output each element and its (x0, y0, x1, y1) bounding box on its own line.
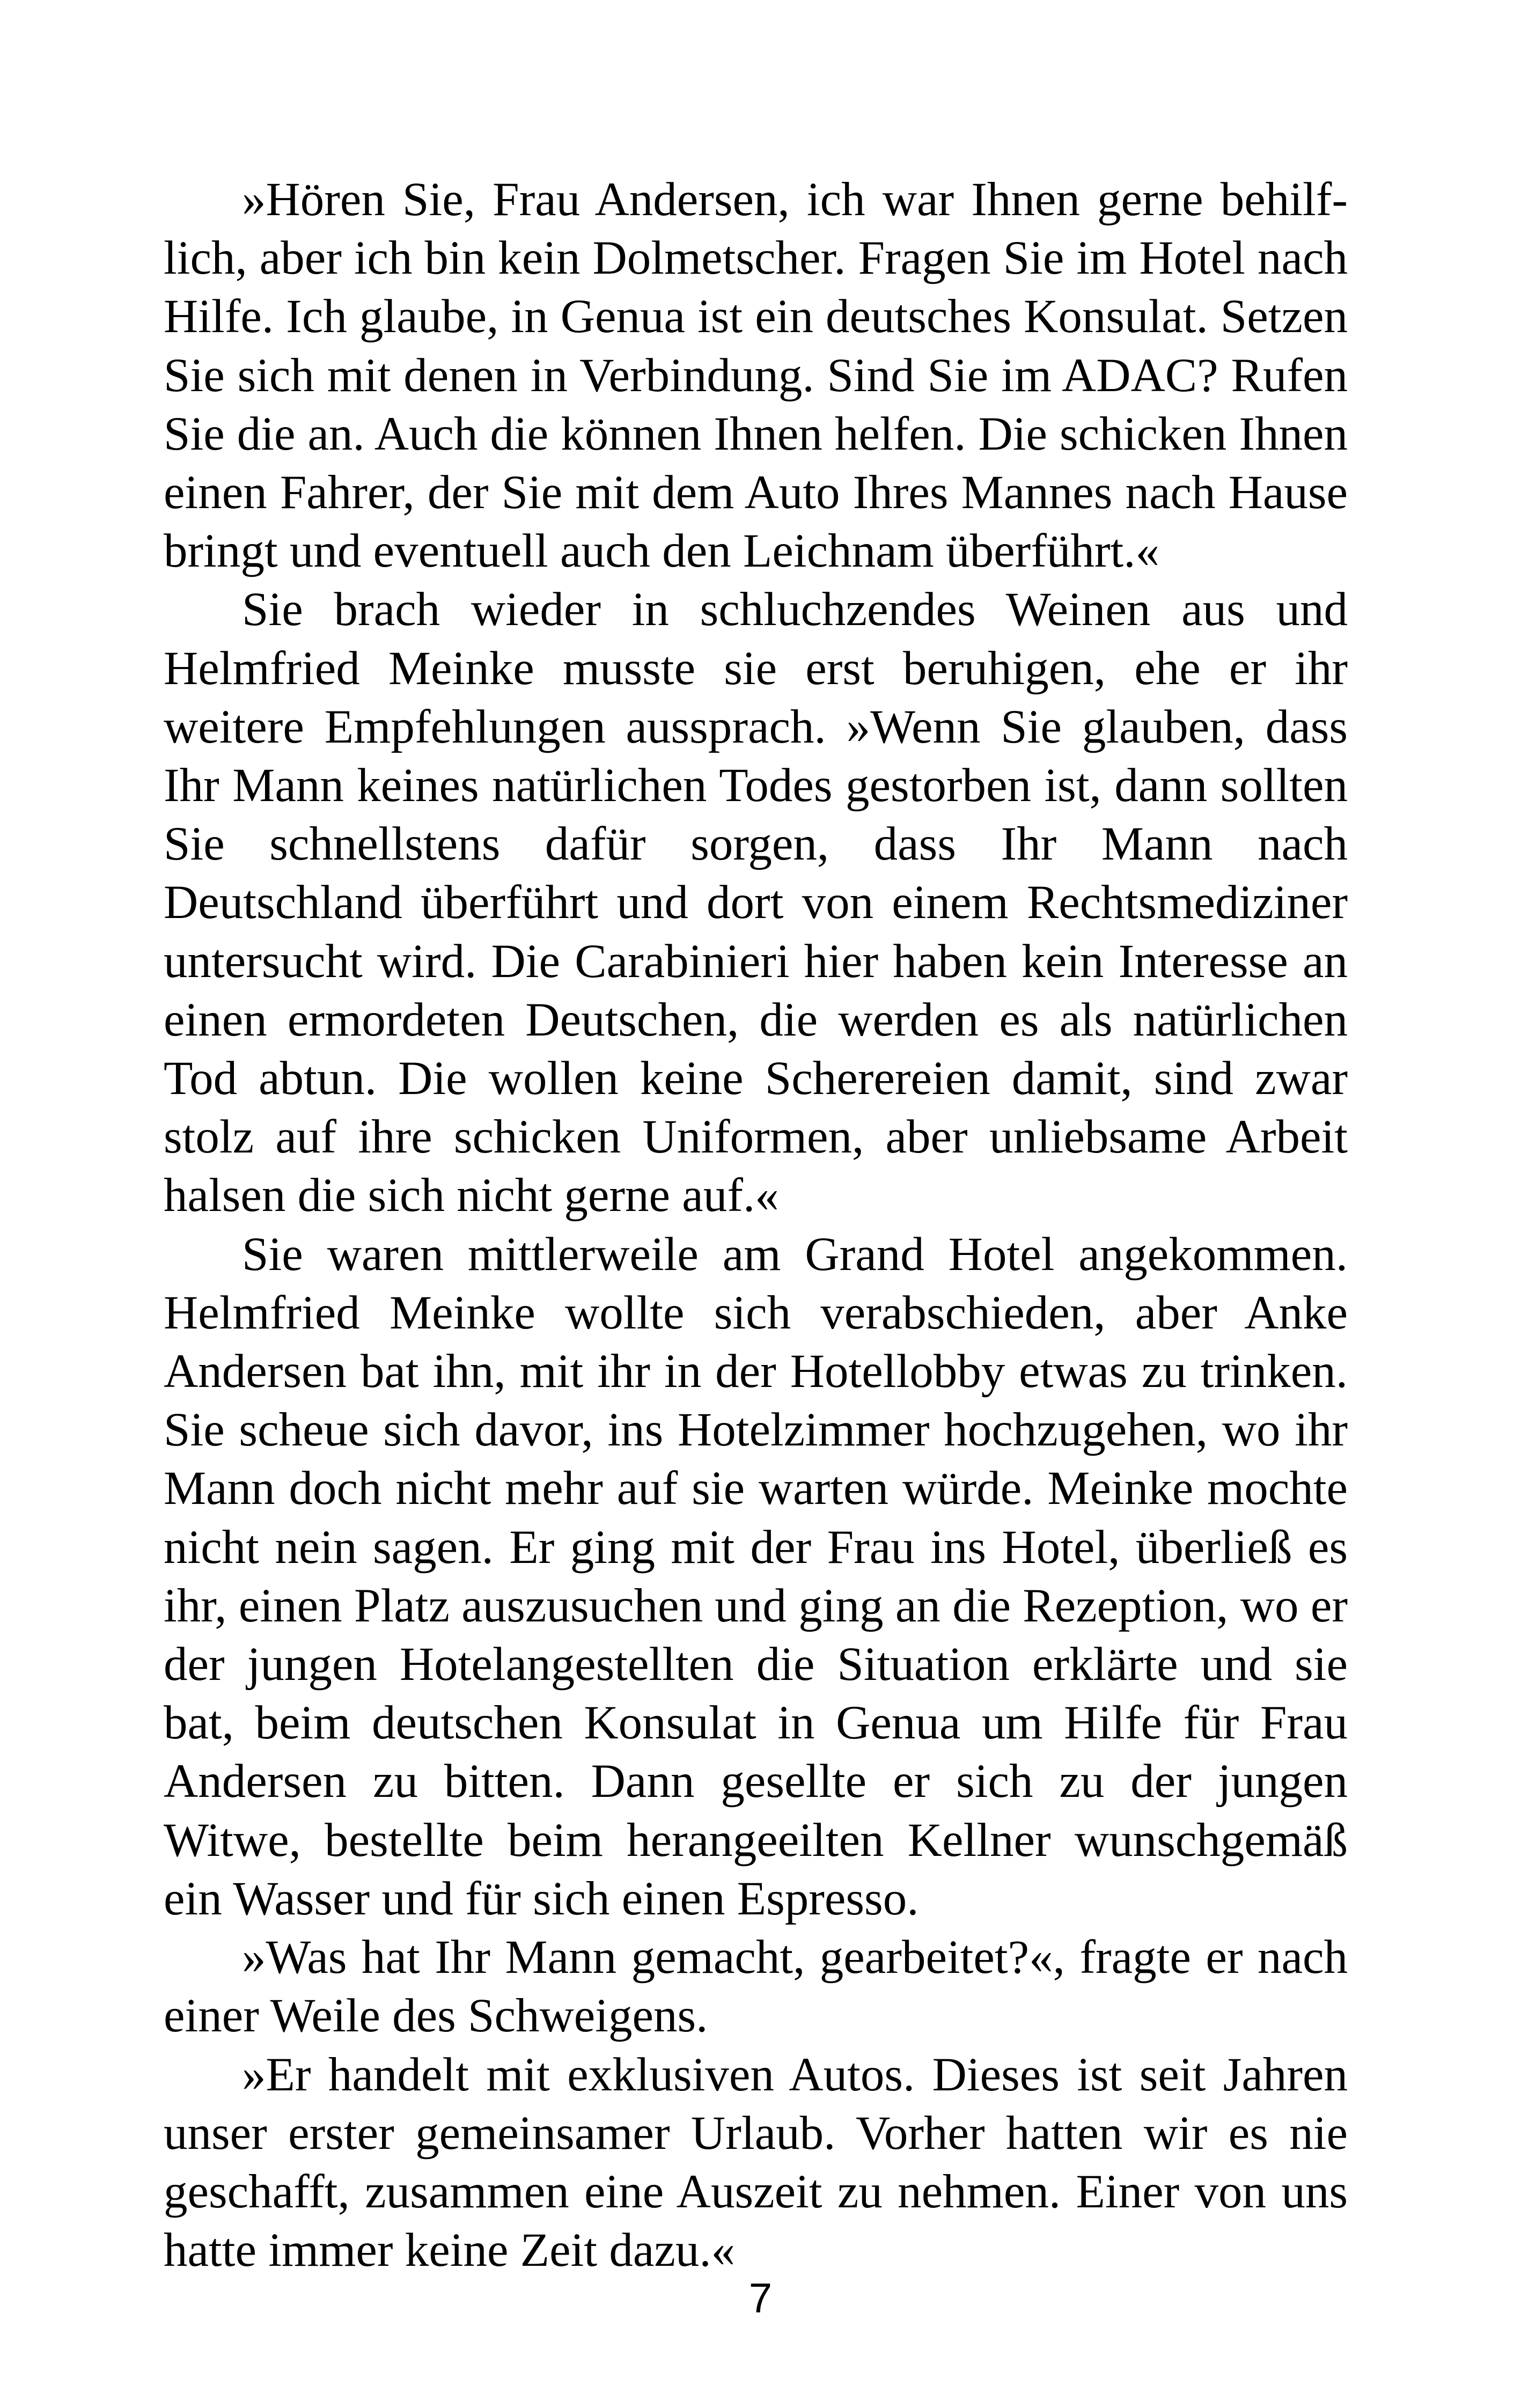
paragraph: Sie brach wieder in schluchzendes Weinen aus und Helmfried Meinke musste sie erst beruhigen, ehe er ihr weitere Empfehlungen aussprach. »Wenn Sie glauben, dass Ihr Mann keines natürlichen Todes gestorben ist, dann sollten Sie schnellstens dafür sorgen, dass Ihr Mann nach Deutschland überführt und dort von einem Rechtsmediziner untersucht wird. Die Carabinieri hier haben kein Interesse an einen ermordeten Deutschen, die werden es als natürlichen Tod abtun. Die wollen keine Scherereien damit, sind zwar stolz auf ihre schicken Uniformen, aber unliebsame Arbeit halsen die sich nicht gerne auf.« (164, 583, 1348, 1222)
body-text (164, 171, 1348, 2280)
page-number: 7 (748, 2274, 773, 2322)
paragraph: »Er handelt mit exklusiven Autos. Dieses ist seit Jahren unser erster gemeinsamer Urlaub. Vorher hatten wir es nie geschafft, zusammen eine Auszeit zu nehmen. Einer von uns hatte immer keine Zeit dazu.« (164, 2048, 1348, 2277)
paragraph: Sie waren mittlerweile am Grand Hotel angekommen. Helmfried Meinke wollte sich verabschieden, aber Anke Andersen bat ihn, mit ihr in der Hotellobby etwas zu trinken. Sie scheue sich davor, ins Hotelzimmer hochzugehen, wo ihr Mann doch nicht mehr auf sie warten würde. Meinke mochte nicht nein sagen. Er ging mit der Frau ins Hotel, überließ es ihr, einen Platz auszusuchen und ging an die Rezeption, wo er der jungen Hotelangestellten die Situation erklärte und sie bat, beim deutschen Konsulat in Genua um Hilfe für Frau Andersen zu bitten. Dann gesellte er sich zu der jungen Witwe, bestellte beim herangeeilten Kellner wunschgemäß ein Wasser und für sich einen Espresso. (164, 1228, 1348, 1925)
paragraph: »Was hat Ihr Mann gemacht, gearbeitet?«, fragte er nach einer Weile des Schweigens. (164, 1931, 1348, 2043)
paragraph: »Hören Sie, Frau Andersen, ich war Ihnen gerne behilflich, aber ich bin kein Dolmetscher. Fragen Sie im Hotel nach Hilfe. Ich glaube, in Genua ist ein deutsches Konsulat. Setzen Sie sich mit denen in Verbindung. Sind Sie im ADAC? Rufen Sie die an. Auch die können Ihnen helfen. Die schicken Ihnen einen Fahrer, der Sie mit dem Auto Ihres Mannes nach Hause bringt und eventuell auch den Leichnam überführt.« (164, 173, 1348, 578)
